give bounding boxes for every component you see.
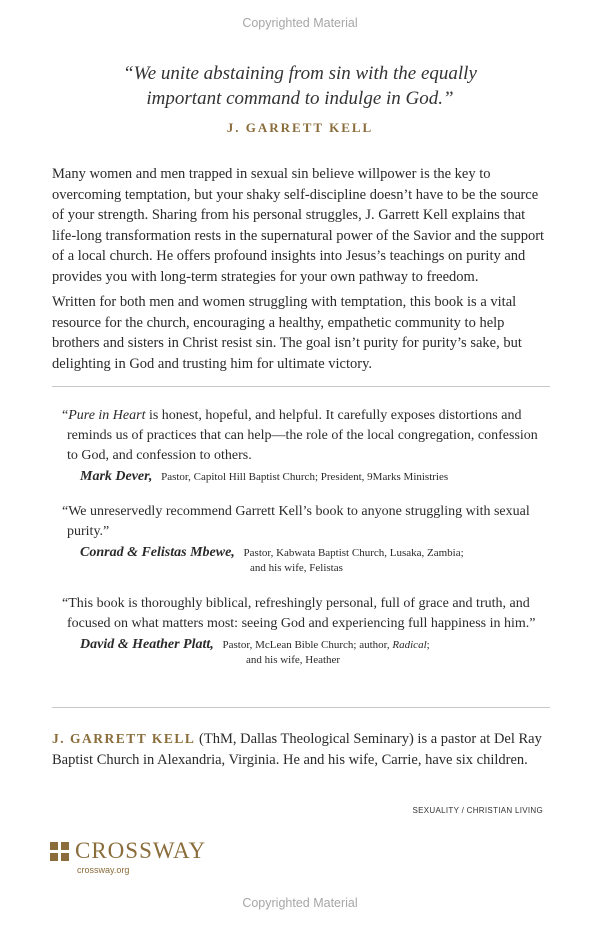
author-bio-text: (ThM, Dallas Theological Seminary) is a pastor at Del Ray Baptist Church in Alexandria, Virginia. He and his wife, Carrie, have six children. <box>52 731 542 768</box>
endorsement-2 <box>62 502 548 576</box>
divider-bottom <box>52 707 550 708</box>
endorser-role-continued: and his wife, Felistas <box>250 562 343 574</box>
endorsement-quote: “We unreservedly recommend Garrett Kell’s book to anyone struggling with sexual purity.” <box>62 504 530 539</box>
pull-quote-line-2: important command to indulge in God.” <box>146 88 454 109</box>
book-title: Pure in Heart <box>68 408 146 423</box>
open-quote: “ <box>62 408 69 423</box>
endorser-byline <box>62 637 548 668</box>
publisher-name: CROSSWAY <box>75 838 207 863</box>
description-paragraph-2: Written for both men and women struggling with temptation, this book is a vital resource for the church, encouraging a healthy, empathetic community to help brothers and sisters in Christ resist sin. The goal isn’t purity for purity’s sake, but delighting in God and trusting him for ultimate victory. <box>52 294 522 372</box>
endorsement-text: is honest, hopeful, and helpful. It carefully exposes distortions and reminds us of practices that can help—the role of the local congregation, confession to God, and confession to others. <box>67 408 538 463</box>
category-label: SEXUALITY / CHRISTIAN LIVING <box>412 806 543 815</box>
crossway-cross-icon <box>50 842 69 861</box>
endorser-byline <box>62 469 548 485</box>
pull-quote <box>60 61 540 111</box>
endorsement-quote <box>62 406 548 466</box>
endorser-byline <box>62 545 548 576</box>
author-bio <box>52 728 552 771</box>
endorser-role: Pastor, McLean Bible Church; author, <box>222 639 393 651</box>
endorser-role: Pastor, Kabwata Baptist Church, Lusaka, Zambia; <box>243 547 464 559</box>
endorser-name: Conrad & Felistas Mbewe, <box>80 545 235 560</box>
endorsement-3 <box>62 594 548 668</box>
pull-quote-line-1: “We unite abstaining from sin with the equally <box>123 63 477 84</box>
publisher-logo <box>50 838 206 875</box>
watermark-bottom: Copyrighted Material <box>242 896 358 910</box>
divider-top <box>52 386 550 387</box>
endorser-name: David & Heather Platt, <box>80 637 214 652</box>
pull-quote-attribution: J. GARRETT KELL <box>226 120 374 135</box>
book-description <box>52 164 552 379</box>
endorser-role-continued: and his wife, Heather <box>246 654 341 666</box>
publisher-url: crossway.org <box>77 865 130 875</box>
endorser-role: Pastor, Capitol Hill Baptist Church; President, 9Marks Ministries <box>161 471 449 483</box>
endorsement-quote: “This book is thoroughly biblical, refreshingly personal, full of grace and truth, and focused on what matters most: seeing God and experiencing full happiness in him.” <box>62 596 536 631</box>
endorser-name: Mark Dever, <box>80 469 153 484</box>
author-name: J. GARRETT KELL <box>52 731 196 746</box>
endorser-role-book: Radical <box>392 639 427 651</box>
description-paragraph-1: Many women and men trapped in sexual sin believe willpower is the key to overcoming temptation, but your shaky self-discipline doesn’t have to be the source of your strength. Sharing from his personal struggles, J. Garrett Kell explains that life-long transformation rests in the supernatural power of the Savior and the support of a local church. He offers profound insights into Jesus’s teachings on purity and provides you with long-term strategies for your own pathway to freedom. <box>52 166 545 285</box>
watermark-top: Copyrighted Material <box>242 16 358 30</box>
endorser-role-tail: ; <box>426 639 430 651</box>
endorsement-1 <box>62 406 548 485</box>
